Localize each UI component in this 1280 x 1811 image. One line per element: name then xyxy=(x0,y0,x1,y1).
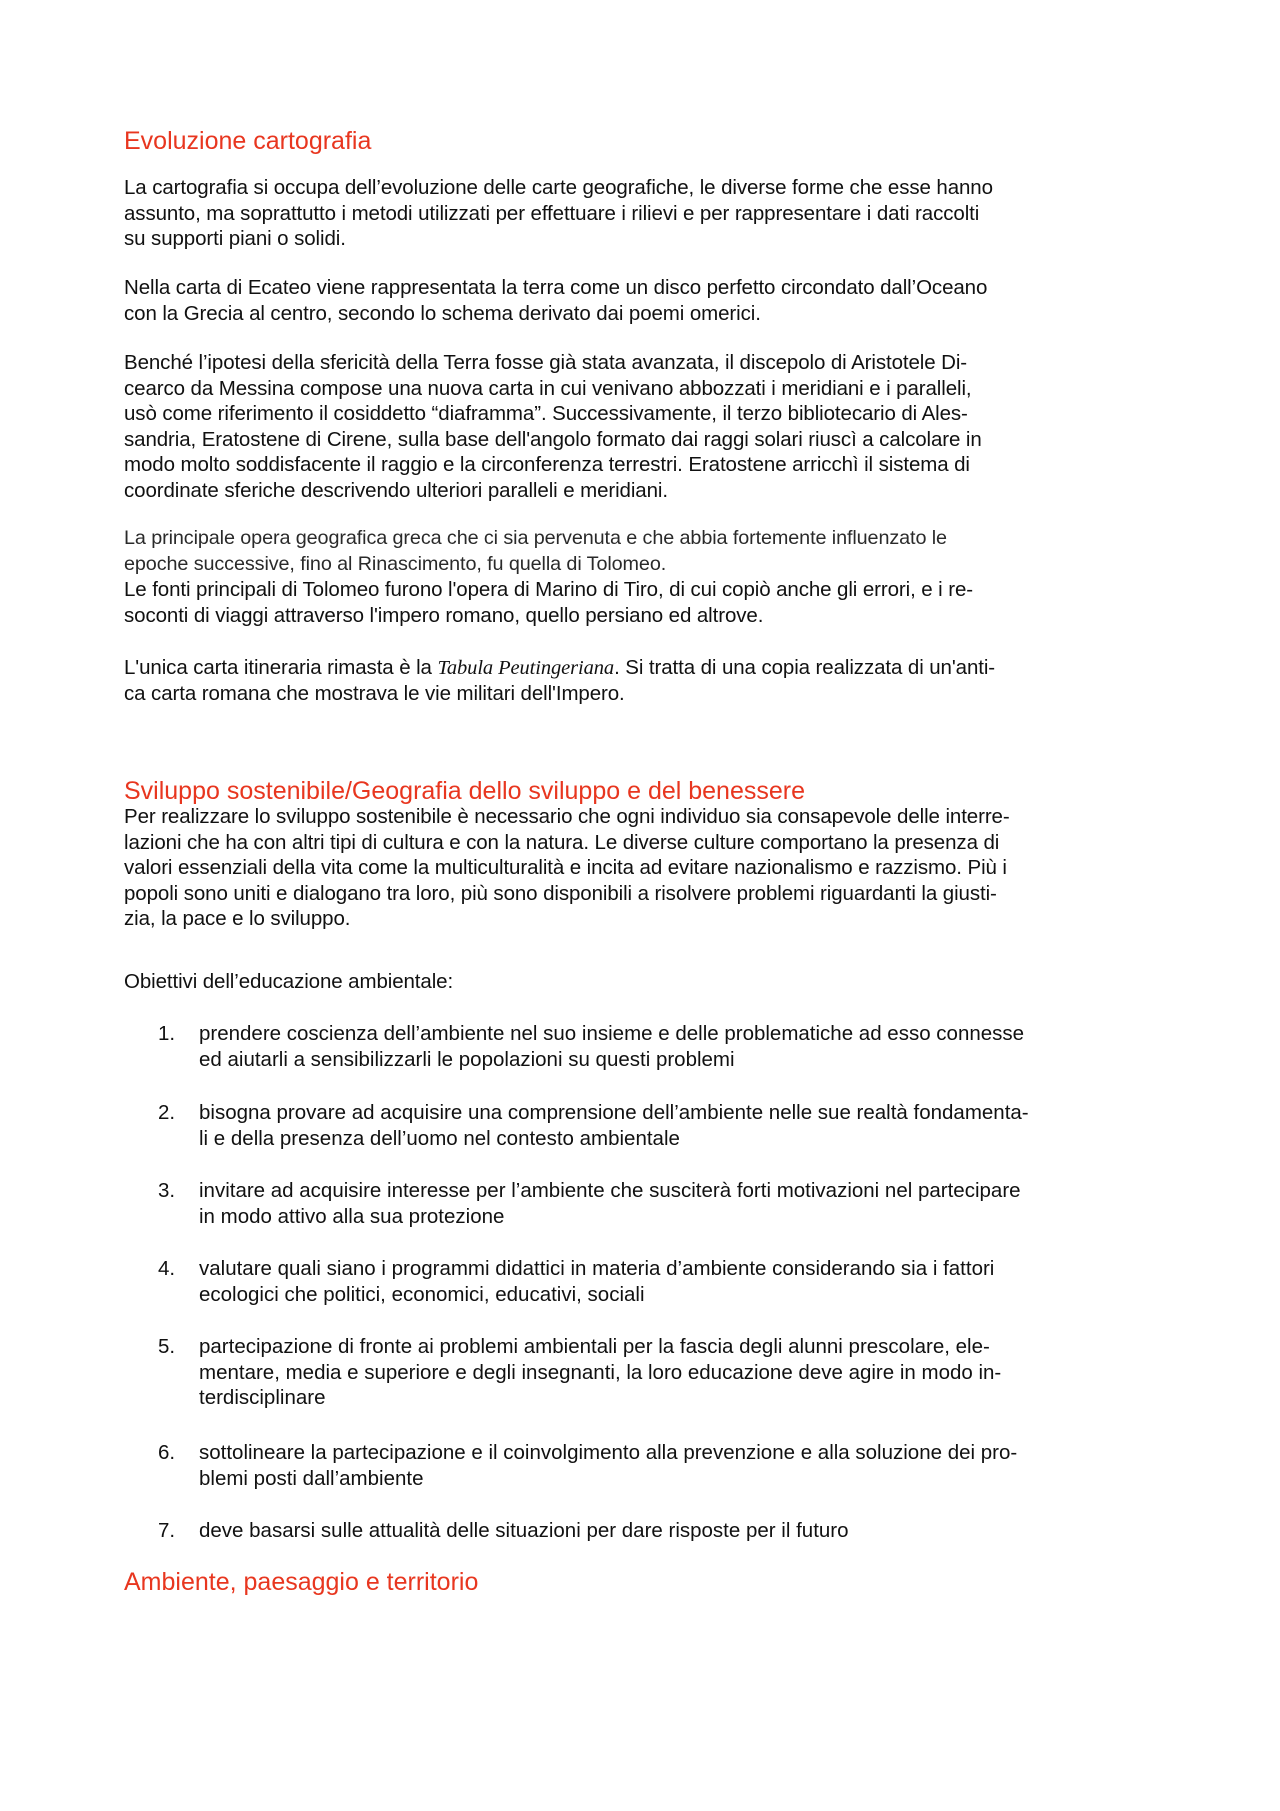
list-item-text: deve basarsi sulle attualità delle situazioni per dare risposte per il futuro xyxy=(199,1519,849,1542)
paragraph-ecateo: Nella carta di Ecateo viene rappresentata la terra come un disco perfetto circondato dall’Oceano con la Grecia al centro, secondo lo schema derivato dai poemi omerici. xyxy=(124,276,988,325)
paragraph-sfericita: Benché l’ipotesi della sfericità della Terra fosse già stata avanzata, il discepolo di Aristotele Di- cearco da Messina compose una nuova carta in cui venivano abbozzati i meridiani e i paralleli, usò come riferimento il cosiddetto “diaframma”. Successivamente, il terzo bibliotecario di Ales- sandria, Eratostene di Cirene, sulla base dell'angolo formato dai raggi solari riuscì a calcolare in modo molto soddisfacente il raggio e la circonferenza terrestri. Eratostene arricchì il sistema di coordinate sferiche descrivendo ulteriori paralleli e meridiani. xyxy=(124,351,982,502)
paragraph-tabula-line1 xyxy=(124,655,1168,682)
paragraph-cartografia-intro: La cartografia si occupa dell’evoluzione delle carte geografiche, le diverse forme che esse hanno assunto, ma soprattutto i metodi utilizzati per effettuare i rilievi e per rappresentare i dati raccolti su supporti piani o solidi. xyxy=(124,176,993,250)
paragraph-tolomeo-opera: La principale opera geografica greca che ci sia pervenuta e che abbia fortemente influenzato le epoche successive, fino al Rinascimento, fu quella di Tolomeo. xyxy=(124,527,947,575)
list-item-number: 5. xyxy=(158,1335,176,1358)
list-item-text: partecipazione di fronte ai problemi ambientali per la fascia degli alunni prescolare, ele- mentare, media e superiore e degli insegnanti, la loro educazione deve agire in modo in- terdisciplinare xyxy=(199,1335,1002,1409)
paragraph-tolomeo-fonti: Le fonti principali di Tolomeo furono l'opera di Marino di Tiro, di cui copiò anche gli errori, e i re- soconti di viaggi attraverso l'impero romano, quello persiano ed altrove. xyxy=(124,578,973,627)
heading-ambiente-paesaggio: Ambiente, paesaggio e territorio xyxy=(124,1568,479,1596)
list-item-number: 2. xyxy=(158,1101,176,1124)
list-item-text: valutare quali siano i programmi didattici in materia d’ambiente considerando sia i fattori ecologici che politici, economici, educativi, sociali xyxy=(199,1257,995,1306)
list-item-number: 3. xyxy=(158,1179,176,1202)
paragraph-sviluppo-intro: Per realizzare lo sviluppo sostenibile è necessario che ogni individuo sia consapevole delle interre- lazioni che ha con altri tipi di cultura e con la natura. Le diverse culture comportano la presenza di valori essenziali della vita come la multiculturalità e incita ad evitare nazionalismo e razzismo. Più i popoli sono uniti e dialogano tra loro, più sono disponibili a risolvere problemi riguardanti la giusti- zia, la pace e lo sviluppo. xyxy=(124,805,1010,930)
tabula-text-before: L'unica carta itineraria rimasta è la xyxy=(124,656,438,679)
list-item-number: 6. xyxy=(158,1441,176,1464)
list-item-number: 1. xyxy=(158,1022,176,1045)
heading-evoluzione-cartografia: Evoluzione cartografia xyxy=(124,127,372,155)
list-item-text: prendere coscienza dell’ambiente nel suo insieme e delle problematiche ad esso connesse ed aiutarli a sensibilizzarli le popolazioni su questi problemi xyxy=(199,1022,1025,1071)
heading-sviluppo-sostenibile: Sviluppo sostenibile/Geografia dello sviluppo e del benessere xyxy=(124,777,805,805)
paragraph-obiettivi: Obiettivi dell’educazione ambientale: xyxy=(124,970,454,993)
paragraph-tabula-line2: ca carta romana che mostrava le vie militari dell'Impero. xyxy=(124,682,625,705)
list-item-text: invitare ad acquisire interesse per l’ambiente che susciterà forti motivazioni nel partecipare in modo attivo alla sua protezione xyxy=(199,1179,1021,1228)
tabula-text-after: . Si tratta di una copia realizzata di un'anti- xyxy=(614,656,996,679)
tabula-title: Tabula Peutingeriana xyxy=(437,657,615,679)
list-item-text: bisogna provare ad acquisire una comprensione dell’ambiente nelle sue realtà fondamenta- li e della presenza dell’uomo nel contesto ambientale xyxy=(199,1101,1029,1150)
list-item-text: sottolineare la partecipazione e il coinvolgimento alla prevenzione e alla soluzione dei pro- blemi posti dall’ambiente xyxy=(199,1441,1018,1490)
list-item-number: 4. xyxy=(158,1257,176,1280)
list-item-number: 7. xyxy=(158,1519,176,1542)
